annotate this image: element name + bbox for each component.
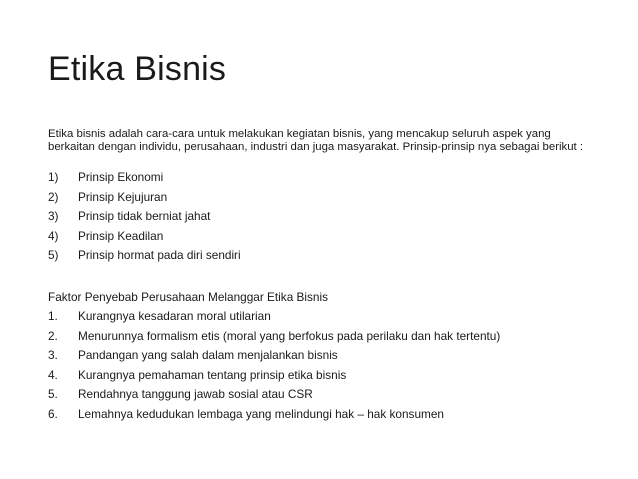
list-item-number: 1. (48, 309, 58, 323)
principles-list (48, 168, 241, 266)
list-item (48, 207, 241, 227)
list-item (48, 227, 241, 247)
list-item-text: Lemahnya kedudukan lembaga yang melindungi hak – hak konsumen (78, 406, 444, 421)
list-item-number: 6. (48, 406, 58, 421)
list-item-number: 1) (48, 170, 59, 184)
list-item-text: Kurangnya kesadaran moral utilarian (78, 309, 271, 323)
intro-paragraph: Etika bisnis adalah cara-cara untuk melakukan kegiatan bisnis, yang mencakup seluruh aspek yang berkaitan dengan individu, perusahaan, industri dan juga masyarakat. Prinsip-prinsip nya sebagai berikut : (48, 128, 584, 153)
list-item-number: 4. (48, 367, 58, 382)
list-item-text: Pandangan yang salah dalam menjalankan bisnis (78, 348, 338, 362)
list-item-text: Rendahnya tanggung jawab sosial atau CSR (78, 387, 313, 401)
list-item-number: 4) (48, 228, 59, 243)
list-item-text: Prinsip Ekonomi (78, 170, 164, 184)
list-item (48, 366, 500, 386)
list-item (48, 246, 241, 266)
list-item (48, 168, 241, 188)
list-item-text: Kurangnya pemahaman tentang prinsip etika bisnis (78, 367, 347, 382)
list-item-number: 3. (48, 348, 58, 362)
list-item-text: Prinsip hormat pada diri sendiri (78, 248, 241, 262)
list-item-number: 2) (48, 189, 59, 204)
list-item-text: Menurunnya formalism etis (moral yang berfokus pada perilaku dan hak tertentu) (78, 328, 501, 343)
list-item-number: 3) (48, 209, 59, 223)
list-item (48, 385, 500, 405)
list-item-number: 2. (48, 328, 58, 343)
list-item-number: 5. (48, 387, 58, 401)
list-item (48, 327, 500, 347)
list-item (48, 188, 241, 208)
list-item-text: Prinsip tidak berniat jahat (78, 209, 211, 223)
slide-title: Etika Bisnis (48, 50, 227, 88)
list-item (48, 307, 500, 327)
factors-list (48, 307, 500, 424)
list-item-text: Prinsip Kejujuran (78, 189, 168, 204)
list-item-number: 5) (48, 248, 59, 262)
list-item (48, 346, 500, 366)
list-item-text: Prinsip Keadilan (78, 228, 164, 243)
factors-heading: Faktor Penyebab Perusahaan Melanggar Etika Bisnis (48, 290, 329, 304)
list-item (48, 405, 500, 425)
